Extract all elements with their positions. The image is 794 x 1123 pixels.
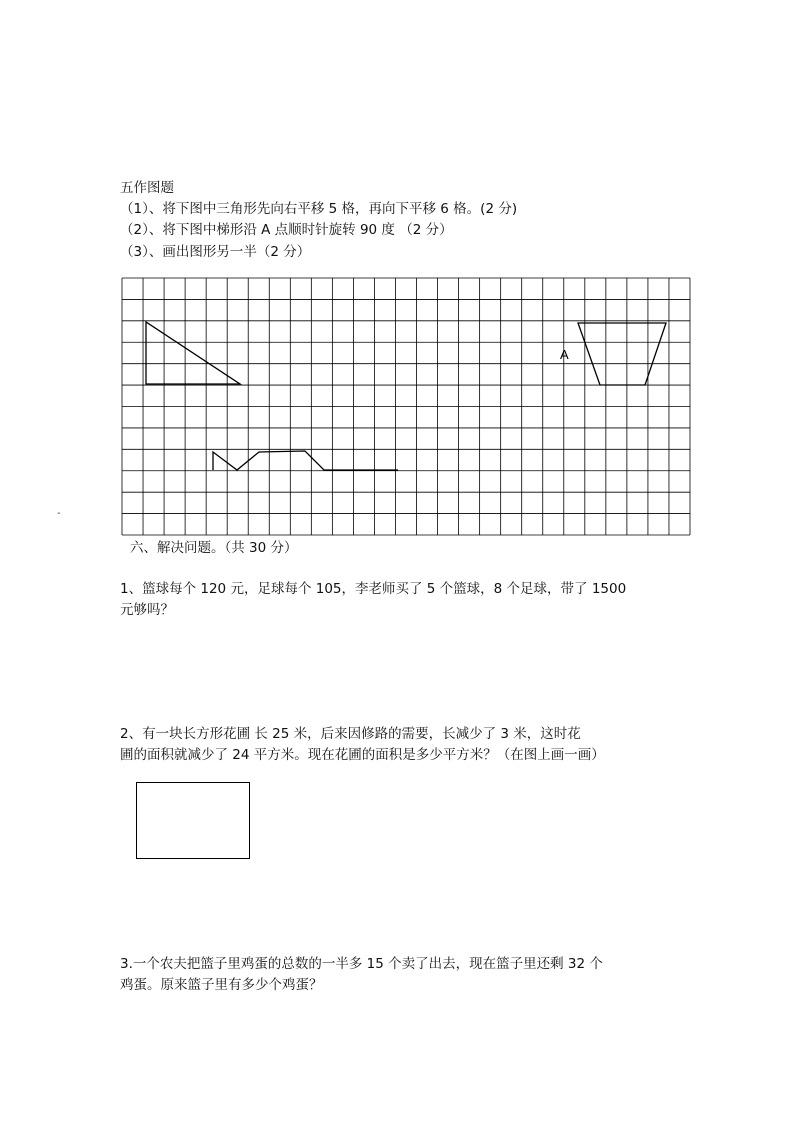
half-figure-shape	[213, 451, 398, 470]
section5-item-3: （3）、画出图形另一半（2 分）	[120, 244, 311, 260]
garden-rectangle	[136, 782, 250, 859]
q1-line-2: 元够吗？	[120, 602, 174, 618]
trapezoid-shape	[578, 323, 666, 385]
q3-line-2: 鸡蛋。原来篮子里有多少个鸡蛋？	[120, 977, 323, 993]
section6-title: 六、解决问题。（共 30 分）	[130, 540, 298, 556]
margin-mark: -	[57, 508, 61, 519]
q1-line-1: 1、篮球每个 120 元，足球每个 105，李老师买了 5 个篮球，8 个足球，带了 1500	[120, 581, 627, 597]
q2-line-2: 圃的面积就减少了 24 平方米。现在花圃的面积是多少平方米？（在图上画一画）	[120, 747, 605, 763]
triangle-shape	[146, 322, 240, 384]
section5-item-1: （1）、将下图中三角形先向右平移 5 格，再向下平移 6 格。(2 分)	[120, 201, 518, 217]
section5-title: 五作图题	[120, 180, 174, 196]
section5-item-2: （2）、将下图中梯形沿 A 点顺时针旋转 90 度 （2 分）	[120, 222, 453, 238]
point-a-label: A	[560, 347, 569, 362]
grid-lines	[122, 278, 690, 535]
q2-line-1: 2、有一块长方形花圃 长 25 米，后来因修路的需要，长减少了 3 米，这时花	[120, 726, 581, 742]
q3-line-1: 3.一个农夫把篮子里鸡蛋的总数的一半多 15 个卖了出去，现在篮子里还剩 32 个	[120, 956, 603, 972]
